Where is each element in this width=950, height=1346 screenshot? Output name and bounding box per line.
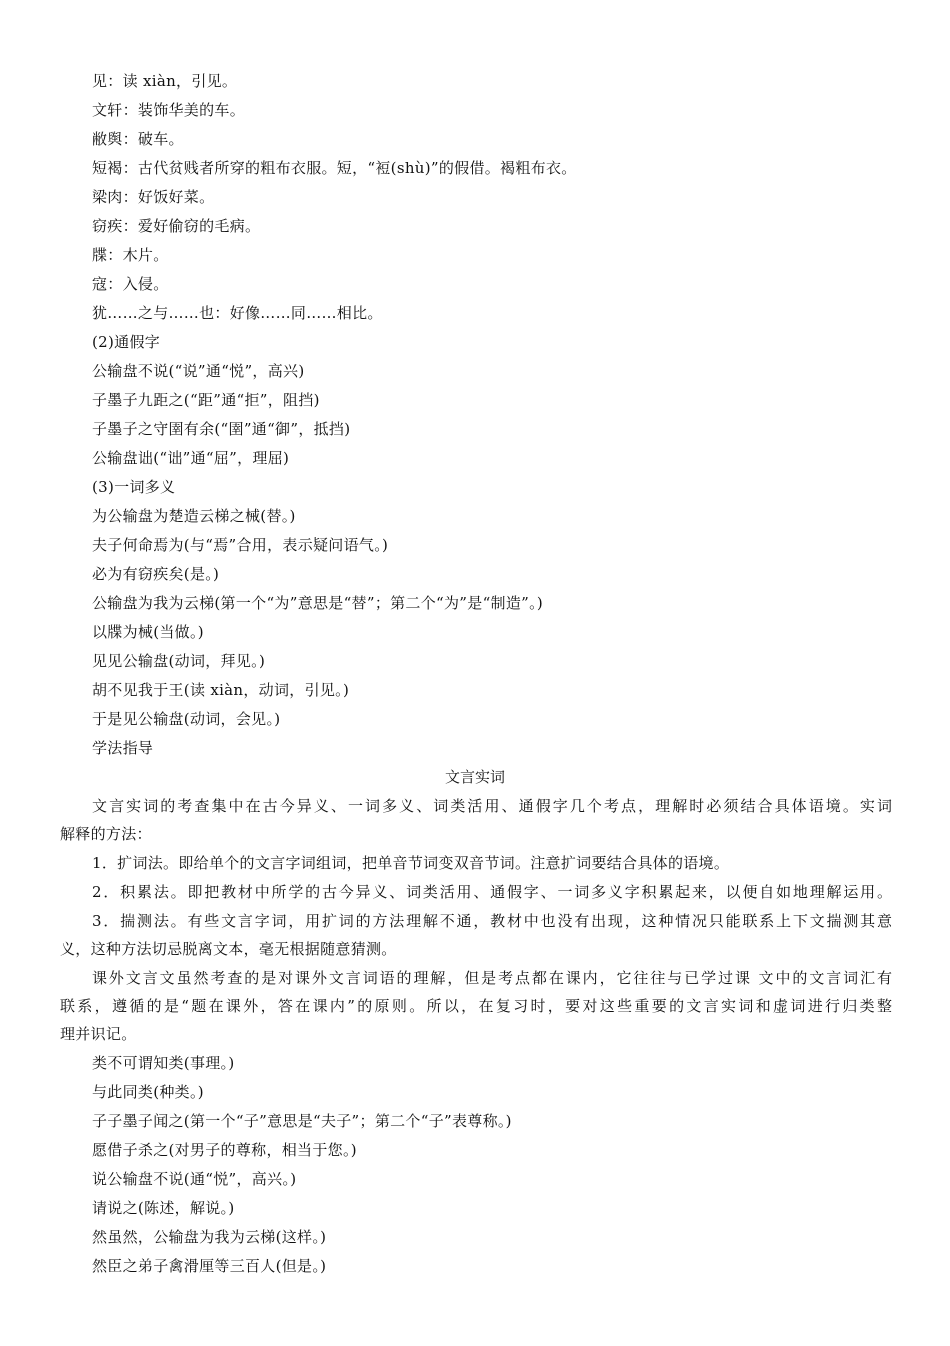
duoyi-item: 见见公输盘(动词，拜见。): [92, 652, 266, 670]
paragraph-line: 义，这种方法切忌脱离文本，毫无根据随意猜测。: [60, 940, 397, 958]
paragraph-line: 理并识记。: [60, 1025, 137, 1043]
vocab-line: 梁肉：好饭好菜。: [92, 188, 215, 206]
duoyi-item: 公输盘为我为云梯(第一个“为”意思是“替”；第二个“为”是“制造”。): [92, 594, 544, 612]
vocab-line: 窃疾：爱好偷窃的毛病。: [92, 217, 261, 235]
paragraph-line: 解释的方法：: [60, 825, 152, 843]
vocab-line: 短褐：古代贫贱者所穿的粗布衣服。短，“裋(shù)”的假借。褐粗布衣。: [92, 159, 577, 177]
tongjia-item: 子墨子之守圉有余(“圉”通“御”，抵挡): [92, 420, 351, 438]
duoyi-item: 于是见公输盘(动词，会见。): [92, 710, 281, 728]
section-title: 文言实词: [444, 768, 505, 786]
duoyi-item: 必为有窃疾矣(是。): [92, 565, 220, 583]
tongjia-heading: (2)通假字: [92, 333, 161, 351]
duoyi-item: 胡不见我于王(读 xiàn，动词，引见。): [92, 681, 350, 699]
duoyi-item: 为公输盘为楚造云梯之械(替。): [92, 507, 296, 525]
paragraph-line: 联系，遵循的是“题在课外，答在课内”的原则。所以，在复习时，要对这些重要的文言实词和虚词进行归类整: [60, 997, 892, 1015]
example-line: 类不可谓知类(事理。): [92, 1054, 235, 1072]
vocab-line: 牒：木片。: [92, 246, 169, 264]
example-line: 愿借子杀之(对男子的尊称，相当于您。): [92, 1141, 357, 1159]
tongjia-item: 公输盘诎(“诎”通“屈”，理屈): [92, 449, 290, 467]
paragraph-line: 文言实词的考查集中在古今异义、一词多义、词类活用、通假字几个考点，理解时必须结合具体语境。实词: [92, 797, 892, 815]
example-line: 然臣之弟子禽滑厘等三百人(但是。): [92, 1257, 327, 1275]
example-line: 与此同类(种类。): [92, 1083, 204, 1101]
vocab-line: 敝舆：破车。: [92, 130, 184, 148]
vocab-line: 见：读 xiàn，引见。: [92, 72, 238, 90]
example-line: 请说之(陈述，解说。): [92, 1199, 235, 1217]
tongjia-item: 公输盘不说(“说”通“悦”，高兴): [92, 362, 305, 380]
example-line: 说公输盘不说(通“悦”，高兴。): [92, 1170, 297, 1188]
example-line: 子子墨子闻之(第一个“子”意思是“夫子”；第二个“子”表尊称。): [92, 1112, 512, 1130]
duoyi-item: 夫子何命焉为(与“焉”合用，表示疑问语气。): [92, 536, 389, 554]
vocab-line: 寇：入侵。: [92, 275, 169, 293]
tongjia-item: 子墨子九距之(“距”通“拒”，阻挡): [92, 391, 320, 409]
example-line: 然虽然，公输盘为我为云梯(这样。): [92, 1228, 327, 1246]
paragraph-line: 课外文言文虽然考查的是对课外文言词语的理解，但是考点都在课内，它往往与已学过课 文中的文言词汇有: [92, 969, 892, 987]
method-heading: 学法指导: [92, 739, 154, 757]
vocab-line: 文轩：装饰华美的车。: [92, 101, 246, 119]
duoyi-heading: (3)一词多义: [92, 478, 176, 496]
method-item: 3．揣测法。有些文言字词，用扩词的方法理解不通，教材中也没有出现，这种情况只能联系上下文揣测其意: [92, 912, 892, 930]
duoyi-item: 以牒为械(当做。): [92, 623, 204, 641]
vocab-line: 犹……之与……也：好像……同……相比。: [92, 304, 383, 322]
method-item: 1．扩词法。即给单个的文言字词组词，把单音节词变双音节词。注意扩词要结合具体的语境。: [92, 854, 730, 872]
method-item: 2．积累法。即把教材中所学的古今异义、词类活用、通假字、一词多义字积累起来，以便自如地理解运用。: [92, 883, 892, 901]
